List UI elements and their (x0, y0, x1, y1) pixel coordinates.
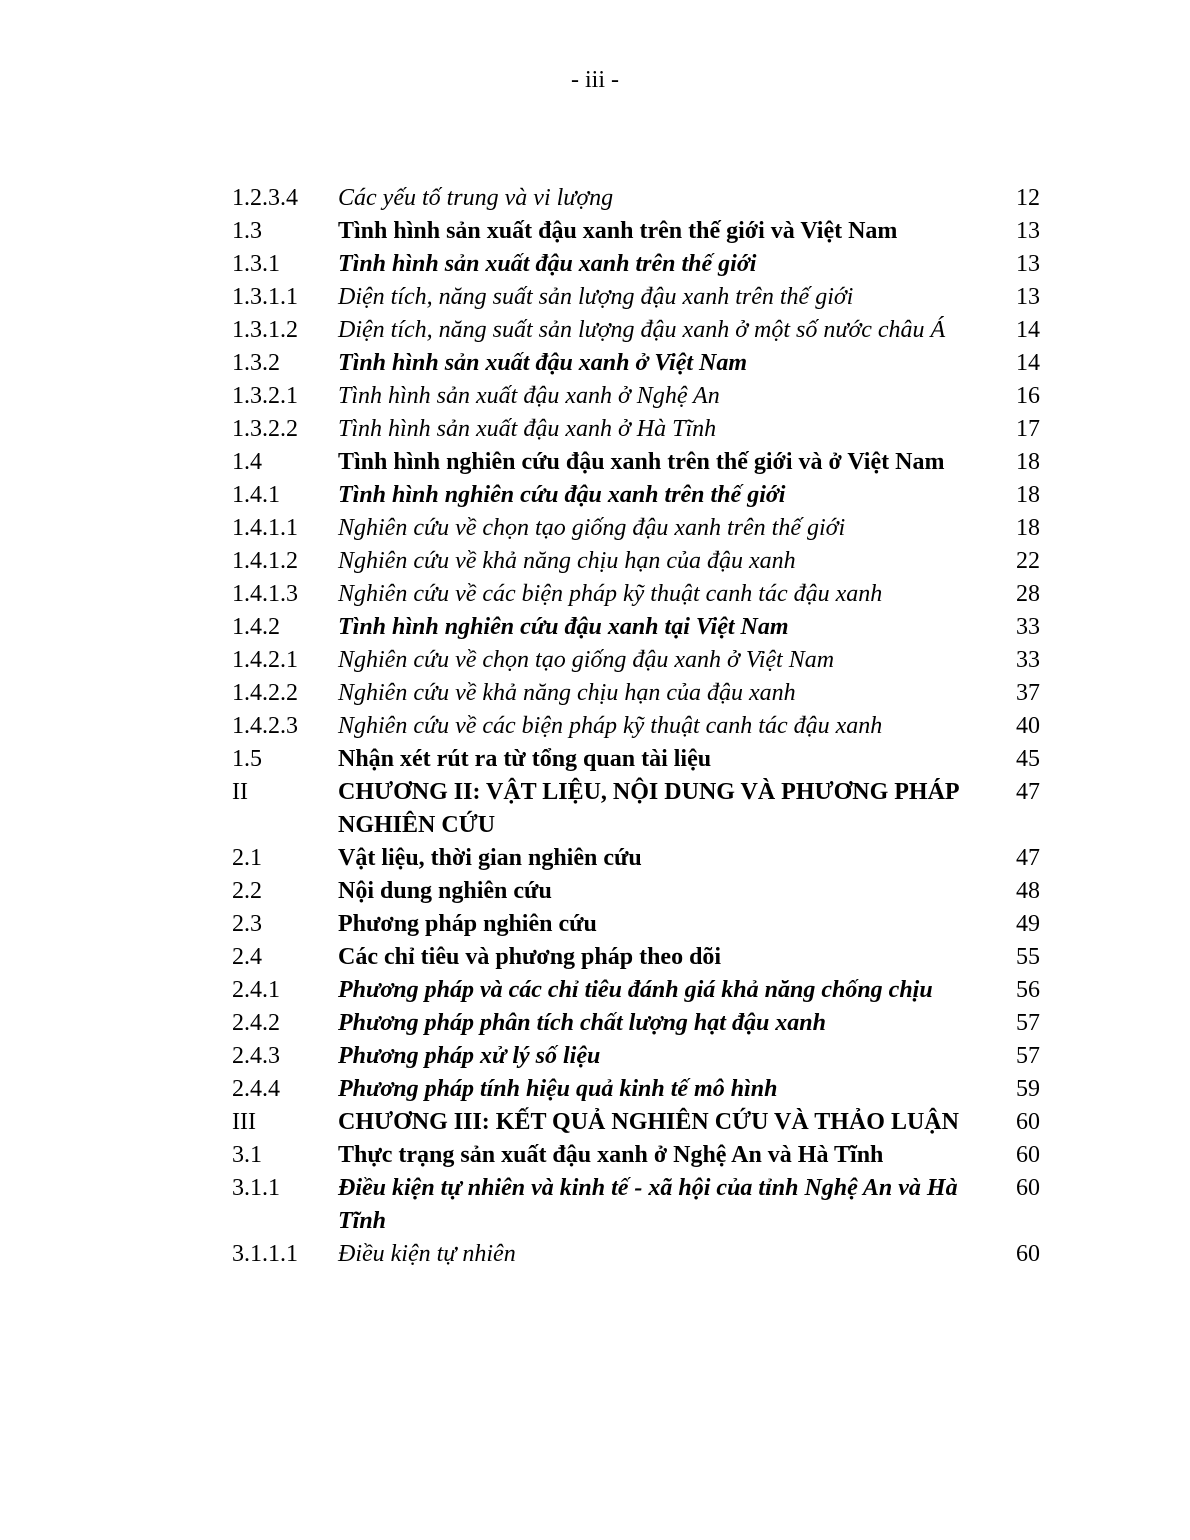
toc-entry-number: 1.3.1.2 (232, 317, 298, 343)
toc-entry-page: 59 (1016, 1076, 1040, 1102)
toc-entry-number: 1.4.2.1 (232, 647, 298, 673)
toc-entry-title: Nghiên cứu về chọn tạo giống đậu xanh trên thế giới (338, 515, 846, 541)
toc-entry-page: 40 (1016, 713, 1040, 739)
toc-entry (232, 446, 1040, 479)
toc-entry-number: 1.4.1.3 (232, 581, 298, 607)
toc-entry-page: 57 (1016, 1043, 1040, 1069)
toc-entry-page: 49 (1016, 911, 1040, 937)
toc-entry-title: Diện tích, năng suất sản lượng đậu xanh ở một số nước châu Á (338, 317, 946, 343)
toc-entry-number: 1.4 (232, 449, 262, 475)
toc-entry (232, 1007, 1040, 1040)
toc-entry (232, 1106, 1040, 1139)
toc-entry (232, 611, 1040, 644)
toc-entry-number: 3.1 (232, 1142, 262, 1168)
toc-entry-title: Nghiên cứu về các biện pháp kỹ thuật canh tác đậu xanh (338, 581, 883, 607)
toc-entry-title: Tình hình sản xuất đậu xanh trên thế giới (338, 251, 757, 277)
toc-entry (232, 281, 1040, 314)
toc-entry (232, 776, 1040, 842)
toc-entry-title: Điều kiện tự nhiên (338, 1241, 516, 1267)
toc-entry-title: Nghiên cứu về chọn tạo giống đậu xanh ở Việt Nam (338, 647, 835, 673)
toc-entry-number: 3.1.1 (232, 1175, 280, 1201)
toc-entry (232, 314, 1040, 347)
toc-entry-number: 2.4.2 (232, 1010, 280, 1036)
toc-entry (232, 743, 1040, 776)
toc-entry-page: 18 (1016, 482, 1040, 508)
toc-entry-page: 33 (1016, 647, 1040, 673)
toc-entry-page: 13 (1016, 284, 1040, 310)
toc-entry-title: Tình hình nghiên cứu đậu xanh trên thế giới (338, 482, 786, 508)
toc-entry-title: CHƯƠNG III: KẾT QUẢ NGHIÊN CỨU VÀ THẢO LUẬN (338, 1109, 959, 1135)
toc-entry-title: Tình hình sản xuất đậu xanh trên thế giới và Việt Nam (338, 218, 898, 244)
toc-entry-number: 1.2.3.4 (232, 185, 298, 211)
toc-entry-number: 2.2 (232, 878, 262, 904)
toc-entry-page: 33 (1016, 614, 1040, 640)
toc-entry (232, 1073, 1040, 1106)
toc-entry-page: 16 (1016, 383, 1040, 409)
toc-entry-number: 1.4.1.1 (232, 515, 298, 541)
toc-entry-number: 1.5 (232, 746, 262, 772)
toc-entry-number: 2.1 (232, 845, 262, 871)
toc-entry-title: Thực trạng sản xuất đậu xanh ở Nghệ An và Hà Tĩnh (338, 1142, 884, 1168)
toc-entry-number: 1.3 (232, 218, 262, 244)
toc-entry-page: 48 (1016, 878, 1040, 904)
toc-entry (232, 1139, 1040, 1172)
toc-entry-title: Phương pháp nghiên cứu (338, 911, 597, 937)
toc-entry-number: 2.4.1 (232, 977, 280, 1003)
toc-entry (232, 1040, 1040, 1073)
toc-entry-page: 13 (1016, 251, 1040, 277)
toc-entry-number: 1.4.2.2 (232, 680, 298, 706)
toc-entry-page: 14 (1016, 350, 1040, 376)
toc-entry (232, 578, 1040, 611)
toc-entry (232, 1172, 1040, 1238)
toc-entry-number: 1.3.1.1 (232, 284, 298, 310)
toc-entry (232, 248, 1040, 281)
toc-entry-page: 37 (1016, 680, 1040, 706)
toc-entry (232, 380, 1040, 413)
toc-entry-title: Phương pháp và các chỉ tiêu đánh giá khả năng chống chịu (338, 977, 933, 1003)
toc-entry-page: 60 (1016, 1142, 1040, 1168)
toc-entry-title: Tình hình sản xuất đậu xanh ở Hà Tĩnh (338, 416, 717, 442)
toc-entry (232, 842, 1040, 875)
toc-entry-page: 60 (1016, 1241, 1040, 1267)
toc-entry-number: 2.4 (232, 944, 262, 970)
toc-entry-title: Phương pháp tính hiệu quả kinh tế mô hình (338, 1076, 778, 1102)
toc-entry-number: 1.4.2 (232, 614, 280, 640)
toc-entry (232, 512, 1040, 545)
toc-entry (232, 413, 1040, 446)
toc-entry (232, 479, 1040, 512)
toc-entry-title: Nhận xét rút ra từ tổng quan tài liệu (338, 746, 712, 772)
toc-entry-page: 45 (1016, 746, 1040, 772)
toc-entry-page: 47 (1016, 845, 1040, 871)
toc-entry-title: Vật liệu, thời gian nghiên cứu (338, 845, 642, 871)
toc-entry (232, 875, 1040, 908)
toc-entry-title: Nghiên cứu về các biện pháp kỹ thuật canh tác đậu xanh (338, 713, 883, 739)
toc-entry-title: Nghiên cứu về khả năng chịu hạn của đậu xanh (338, 548, 796, 574)
toc-entry-number: 2.4.4 (232, 1076, 280, 1102)
toc-entry-page: 47 (1016, 779, 1040, 805)
toc-entry-page: 12 (1016, 185, 1040, 211)
toc-entry (232, 215, 1040, 248)
toc-entry-page: 13 (1016, 218, 1040, 244)
toc-entry-number: 1.3.2.1 (232, 383, 298, 409)
toc-entry-page: 22 (1016, 548, 1040, 574)
toc-entry-title: Nội dung nghiên cứu (338, 878, 552, 904)
toc-entry-page: 60 (1016, 1175, 1040, 1201)
toc-entry (232, 1238, 1040, 1271)
toc-entry (232, 710, 1040, 743)
toc-entry-page: 57 (1016, 1010, 1040, 1036)
toc-entry-page: 56 (1016, 977, 1040, 1003)
toc-entry-title: Các chỉ tiêu và phương pháp theo dõi (338, 944, 722, 970)
toc-entry-number: 2.3 (232, 911, 262, 937)
toc-entry-page: 14 (1016, 317, 1040, 343)
table-of-contents (232, 182, 1040, 1271)
toc-entry-title: CHƯƠNG II: VẬT LIỆU, NỘI DUNG VÀ PHƯƠNG PHÁP NGHIÊN CỨU (338, 779, 959, 838)
toc-entry-page: 17 (1016, 416, 1040, 442)
toc-entry (232, 941, 1040, 974)
toc-entry-number: 3.1.1.1 (232, 1241, 298, 1267)
toc-entry (232, 908, 1040, 941)
toc-entry-number: II (232, 779, 248, 805)
toc-entry-page: 18 (1016, 449, 1040, 475)
toc-entry-title: Điều kiện tự nhiên và kinh tế - xã hội của tỉnh Nghệ An và Hà Tĩnh (338, 1175, 958, 1234)
toc-entry-number: 1.4.1 (232, 482, 280, 508)
toc-entry-title: Các yếu tố trung và vi lượng (338, 185, 614, 211)
toc-entry (232, 182, 1040, 215)
toc-entry-title: Tình hình sản xuất đậu xanh ở Nghệ An (338, 383, 720, 409)
toc-entry (232, 347, 1040, 380)
toc-entry-page: 28 (1016, 581, 1040, 607)
toc-entry-number: 1.3.2 (232, 350, 280, 376)
toc-entry-number: 1.3.2.2 (232, 416, 298, 442)
toc-entry-title: Tình hình sản xuất đậu xanh ở Việt Nam (338, 350, 748, 376)
toc-entry-page: 18 (1016, 515, 1040, 541)
toc-entry-title: Tình hình nghiên cứu đậu xanh trên thế giới và ở Việt Nam (338, 449, 945, 475)
toc-entry-title: Nghiên cứu về khả năng chịu hạn của đậu xanh (338, 680, 796, 706)
toc-entry-page: 55 (1016, 944, 1040, 970)
toc-entry-title: Phương pháp phân tích chất lượng hạt đậu xanh (338, 1010, 826, 1036)
toc-entry-page: 60 (1016, 1109, 1040, 1135)
toc-entry-number: 2.4.3 (232, 1043, 280, 1069)
toc-entry (232, 677, 1040, 710)
toc-entry-title: Diện tích, năng suất sản lượng đậu xanh trên thế giới (338, 284, 854, 310)
toc-entry-number: 1.4.2.3 (232, 713, 298, 739)
toc-entry-title: Tình hình nghiên cứu đậu xanh tại Việt Nam (338, 614, 789, 640)
toc-entry (232, 974, 1040, 1007)
toc-entry-number: 1.4.1.2 (232, 548, 298, 574)
page-number: - iii - (571, 67, 619, 93)
toc-entry-title: Phương pháp xử lý số liệu (338, 1043, 601, 1069)
toc-entry-number: III (232, 1109, 256, 1135)
toc-entry (232, 644, 1040, 677)
toc-entry-number: 1.3.1 (232, 251, 280, 277)
toc-entry (232, 545, 1040, 578)
